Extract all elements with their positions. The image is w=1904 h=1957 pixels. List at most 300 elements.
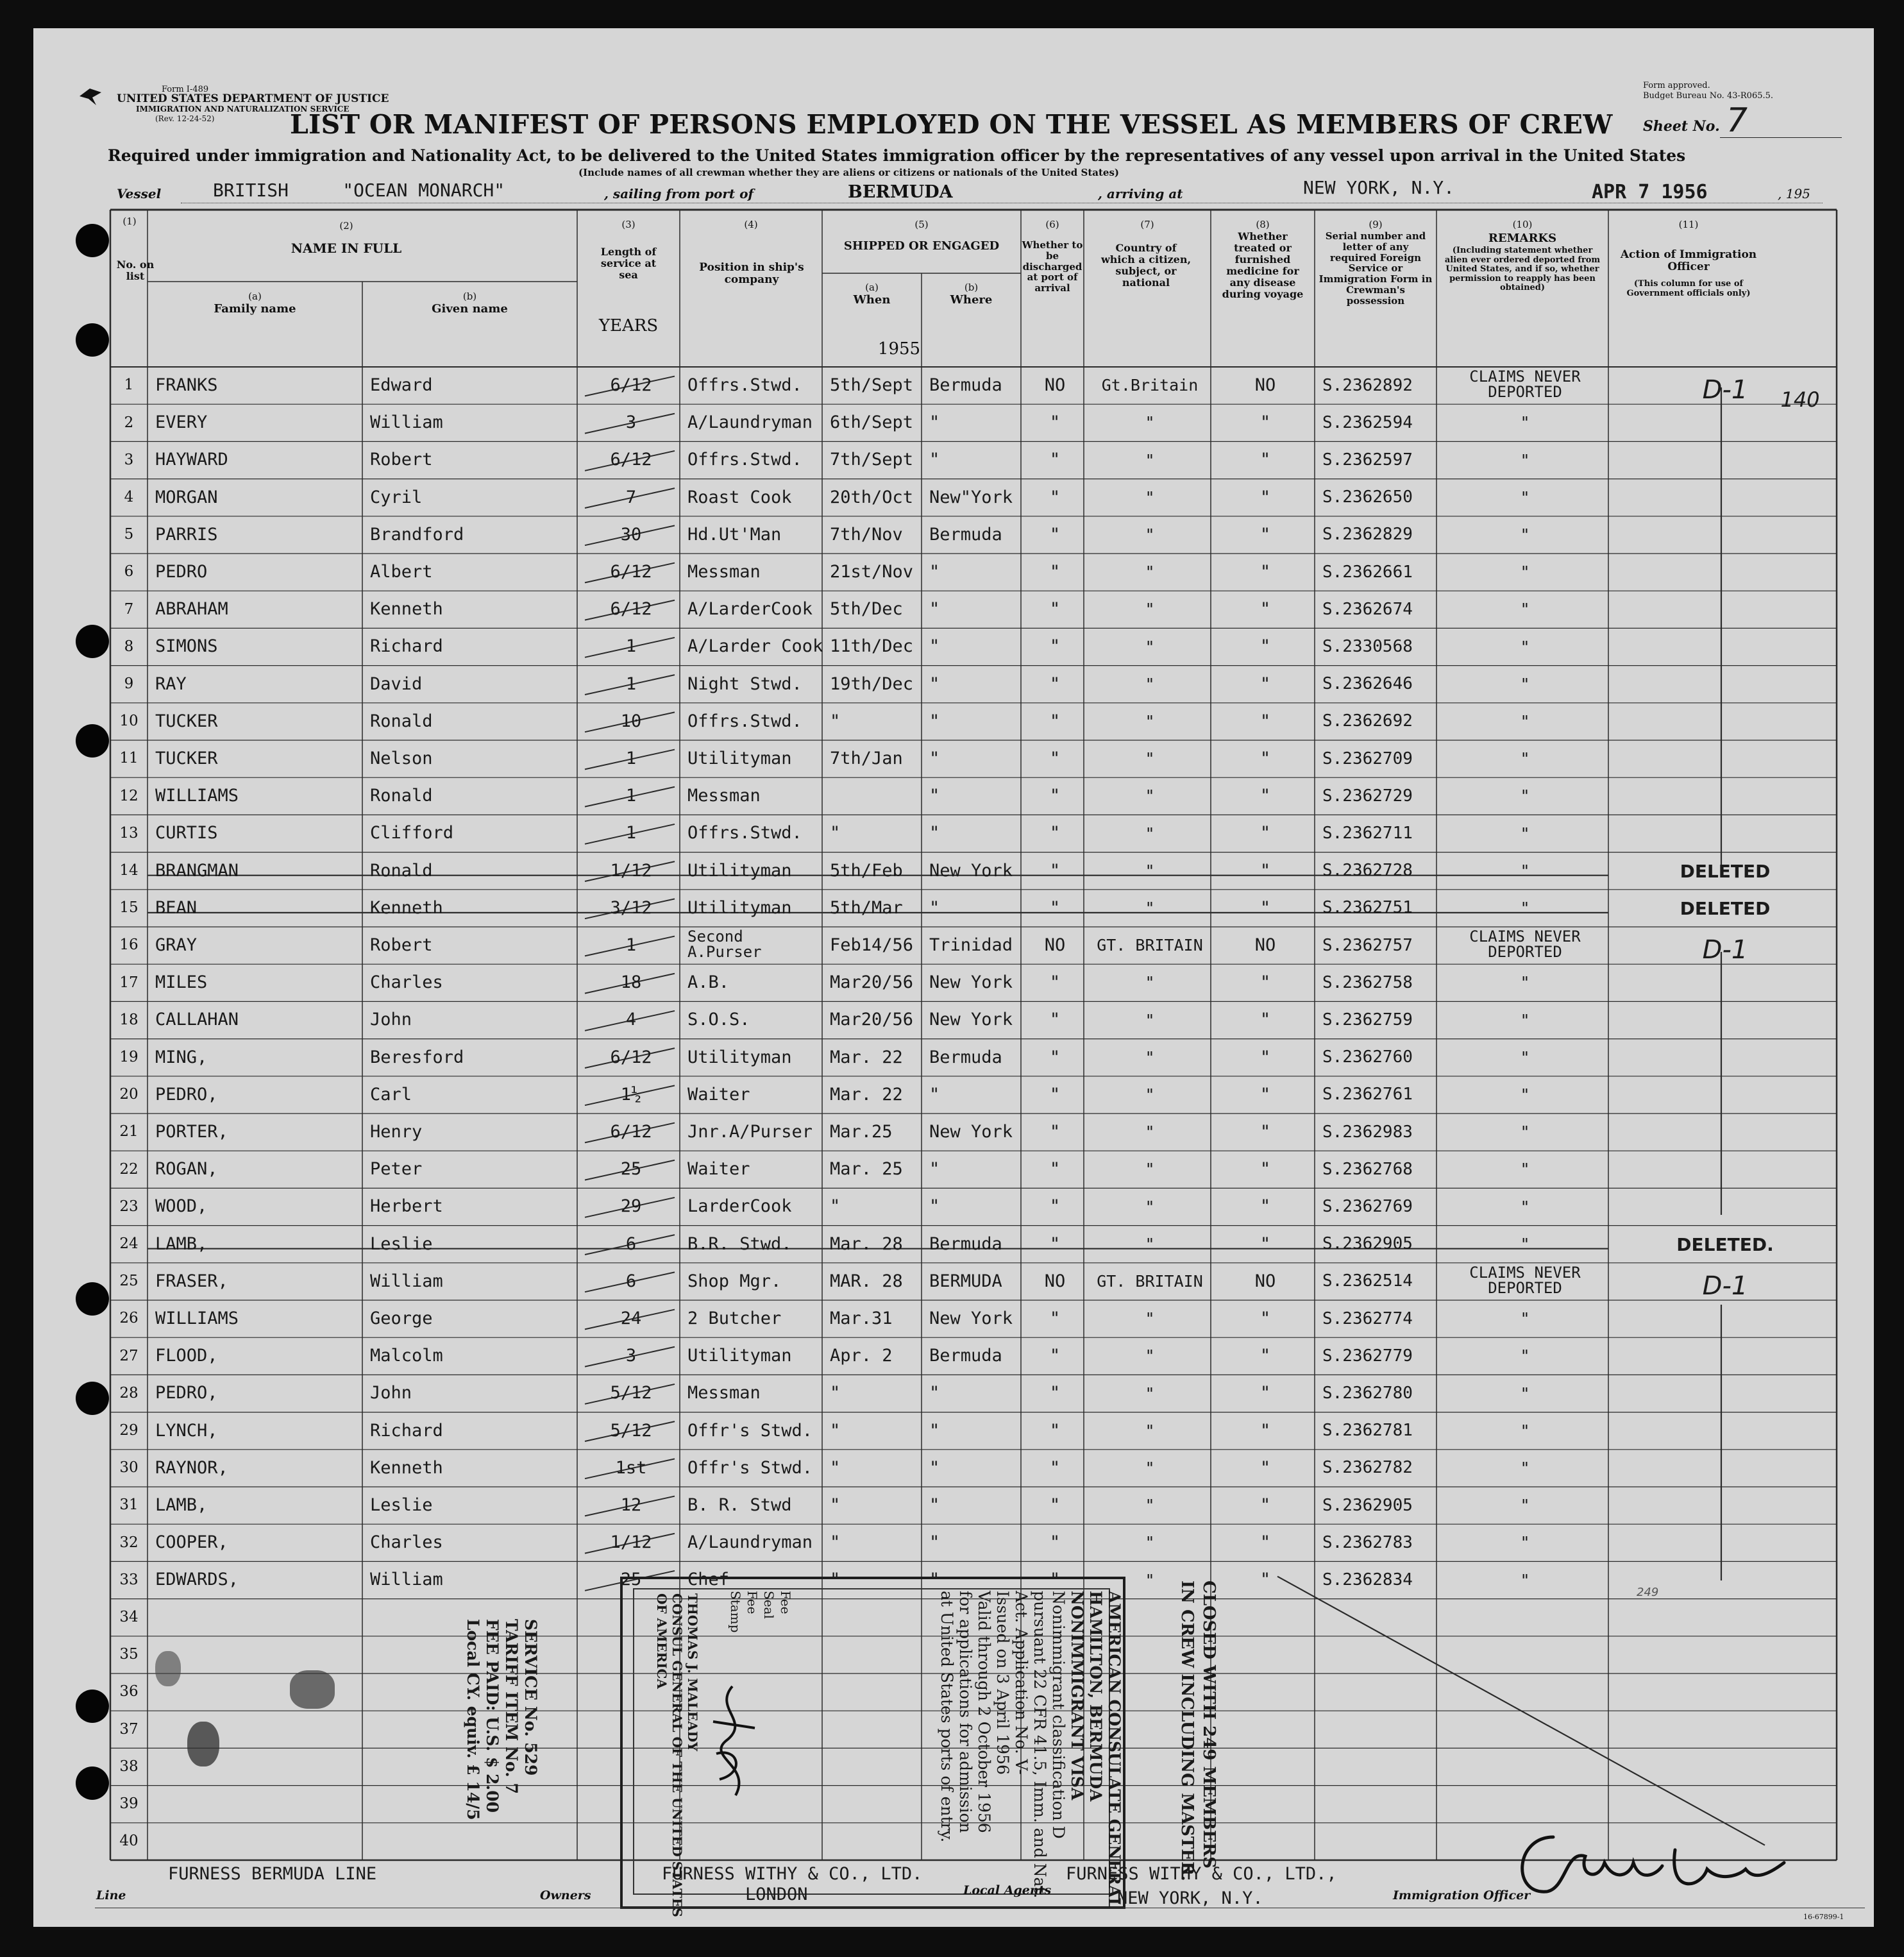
cell-when: 5th/Sept [830,375,914,395]
cell-given: Edward [370,375,433,395]
cell-disch: " [1049,1495,1061,1515]
cell-serial: S.2330568 [1322,636,1413,656]
margin-mark: 249 [1637,1586,1659,1599]
cell-action: DELETED [1680,897,1771,919]
sheet-label: Sheet No. [1643,118,1720,135]
cell-disch: " [1049,561,1061,582]
consul-signature-icon [700,1683,764,1799]
cell-remarks: " [1520,1197,1530,1216]
cell-serial: S.2362779 [1322,1346,1413,1366]
form-subtitle: Required under immigration and Nationality Act, to be delivered to the United States immigration officer by the representatives of any vessel upon arrival in the United States [108,146,1686,165]
cell-disch: NO [1044,375,1066,395]
cell-med: NO [1254,935,1276,955]
cell-country: " [1145,1496,1155,1515]
cell-when: Mar20/56 [830,1010,914,1030]
cell-country: Gt.Britain [1101,376,1199,395]
cell-service: 1 [625,823,637,843]
cell-service: 6 [625,1271,637,1291]
cell-n: 30 [119,1459,139,1477]
cell-remarks: " [1520,600,1530,619]
cell-service: 1 [625,748,637,768]
cell-remarks: " [1520,563,1530,582]
cell-where: " [929,1159,940,1180]
cell-n: 3 [124,451,134,468]
cell-n: 34 [119,1608,139,1625]
cell-remarks: " [1520,1496,1530,1515]
cell-given: Leslie [370,1495,433,1515]
cell-given: William [370,1570,443,1590]
cell-where: Bermuda [929,1346,1002,1366]
cell-disch: " [1049,860,1061,881]
cell-service: 3 [625,412,637,433]
cell-n: 4 [124,488,134,505]
cell-given: Richard [370,1420,443,1441]
department-name: UNITED STATES DEPARTMENT OF JUSTICE [117,92,389,105]
arriving-port: NEW YORK, N.Y. [1303,177,1455,198]
cell-where: " [929,412,940,433]
cell-disch: " [1049,487,1061,507]
cell-remarks: " [1520,450,1530,470]
cell-serial: S.2362769 [1322,1196,1413,1216]
cell-n: 26 [119,1310,139,1327]
cell-service: 6/12 [610,1121,652,1142]
cell-n: 27 [119,1347,139,1364]
cell-service: 1/12 [610,860,652,881]
cell-med: " [1260,711,1271,731]
col11-subheader: (This column for use of Government officials only) [1626,279,1751,298]
visa-fee-labels [727,1591,794,1632]
cell-when: " [830,1570,841,1590]
col9-number: (9) [1369,219,1383,230]
cell-family: PARRIS [155,524,218,545]
cell-action: D-1 [1702,935,1748,965]
cell-service: 4 [625,1010,637,1030]
col10-subheader: (Including statement whether alien ever ordered deported from United States, and if so, whether permission to reapply has been obtained) [1444,246,1601,293]
cell-position: Offrs.Stwd. [687,711,802,731]
col2a-header: Family name [214,302,296,316]
cell-service: 25 [620,1570,642,1590]
cell-med: " [1260,1570,1271,1590]
cell-position: Messman [687,1383,761,1403]
service-fee-stamp [463,1619,540,1820]
cell-country: GT. BRITAIN [1097,1271,1203,1291]
cell-where: " [929,823,940,843]
cell-n: 9 [124,675,134,692]
cell-serial: S.2362661 [1322,562,1413,582]
cell-action: DELETED [1680,860,1771,882]
manifest-sheet [33,28,1874,1927]
cell-med: " [1260,860,1271,881]
col11-header: Action of Immigration Officer [1620,248,1757,274]
col10-number: (10) [1512,219,1533,230]
cell-remarks: " [1520,1421,1530,1440]
cell-given: Kenneth [370,1457,443,1478]
cell-n: 6 [124,563,134,580]
col11-number: (11) [1678,219,1699,230]
cell-remarks: " [1520,749,1530,768]
cell-serial: S.2362783 [1322,1532,1413,1552]
cell-family: LAMB, [155,1233,208,1254]
cell-remarks: CLAIMS NEVER DEPORTED [1469,1263,1581,1297]
cell-when: 5th/Mar [830,897,903,918]
col2-header: NAME IN FULL [291,241,402,256]
cell-position: Offrs.Stwd. [687,375,802,395]
visa-application-no: Act. Application No. V- [1012,1591,1031,1775]
cell-family: PORTER, [155,1121,228,1142]
cell-med: " [1260,412,1271,433]
cell-country: " [1145,1160,1155,1179]
cell-disch: " [1049,1457,1061,1478]
cell-action: D-1 [1702,1271,1748,1301]
cell-country: " [1145,1010,1155,1029]
cell-where: " [929,1495,940,1515]
cell-given: Kenneth [370,599,443,620]
cell-country: " [1145,1346,1155,1366]
fee-label-2: Fee [745,1591,760,1614]
cell-where: " [929,1196,940,1217]
owners-name: FURNESS WITHY & CO., LTD. [662,1864,923,1884]
cell-serial: S.2362905 [1322,1234,1413,1254]
col5-header: SHIPPED OR ENGAGED [843,239,1000,253]
cell-disch: " [1049,786,1061,806]
cell-country: " [1145,413,1155,432]
visa-purpose: for applications for admission [956,1591,975,1833]
col10-header: REMARKS [1488,232,1557,245]
budget-bureau-number: Budget Bureau No. 43-R065.5. [1643,91,1774,101]
cell-remarks: " [1520,824,1530,843]
cell-when: " [830,1457,841,1478]
cell-where: " [929,897,940,918]
cell-country: " [1145,1123,1155,1142]
years-label: YEARS [598,316,659,335]
cell-given: John [370,1383,412,1403]
cell-family: PEDRO [155,561,208,582]
cell-n: 38 [119,1758,139,1775]
cell-med: " [1260,1532,1271,1553]
officer-label: Immigration Officer [1393,1888,1531,1902]
cell-med: " [1260,636,1271,657]
cell-serial: S.2362905 [1322,1495,1413,1515]
cell-remarks: " [1520,1085,1530,1104]
cell-serial: S.2362729 [1322,786,1413,806]
cell-med: " [1260,972,1271,993]
cell-serial: S.2362760 [1322,1047,1413,1067]
cell-remarks: CLAIMS NEVER DEPORTED [1469,368,1581,401]
cell-disch: " [1049,897,1061,918]
cell-where: New York [929,860,1013,881]
cell-where: BERMUDA [929,1271,1002,1291]
cell-n: 12 [119,787,139,804]
cell-service: 25 [620,1159,642,1180]
cell-where: " [929,748,940,768]
cell-family: CURTIS [155,823,218,843]
cell-where: New"York [929,487,1013,507]
cell-position: S.O.S. [687,1010,750,1030]
cell-family: BEAN [155,897,198,918]
cell-given: Brandford [370,524,464,545]
col4-header: Position in ship's company [699,261,804,287]
closed-including-master: IN CREW INCLUDING MASTER. [1177,1580,1197,1881]
cell-n: 29 [119,1421,139,1439]
cell-family: WOOD, [155,1196,208,1217]
cell-country: " [1145,786,1155,806]
cell-when: Feb14/56 [830,935,914,955]
cell-remarks: CLAIMS NEVER DEPORTED [1469,928,1581,961]
cell-position: A/Larder Cook [687,636,823,657]
cell-n: 14 [119,861,139,879]
cell-serial: S.2362758 [1322,972,1413,992]
cell-when: 21st/Nov [830,561,914,582]
cell-disch: " [1049,1346,1061,1366]
cell-remarks: " [1520,1160,1530,1179]
cell-country: " [1145,637,1155,656]
cell-where: Bermuda [929,1233,1002,1254]
cell-given: David [370,674,423,694]
cell-when: Apr. 2 [830,1346,893,1366]
cell-given: Robert [370,450,433,470]
cell-serial: S.2362892 [1322,375,1413,395]
cell-country: " [1145,1533,1155,1552]
cell-med: " [1260,748,1271,768]
cell-remarks: " [1520,711,1530,731]
cell-serial: S.2362757 [1322,935,1413,955]
cell-remarks: " [1520,637,1530,656]
cell-where: " [929,1420,940,1441]
cell-remarks: " [1520,898,1530,917]
cell-country: " [1145,861,1155,880]
cell-service: 1/12 [610,1532,652,1553]
cell-disch: " [1049,636,1061,657]
consulate-city: HAMILTON, BERMUDA [1086,1591,1105,1802]
cell-disch: " [1049,1196,1061,1217]
cell-service: 30 [620,524,642,545]
cell-disch: " [1049,1159,1061,1180]
closed-with-members: CLOSED WITH 249 MEMBERS [1199,1580,1218,1869]
cell-med: " [1260,524,1271,545]
cell-med: " [1260,599,1271,620]
cell-n: 8 [124,638,134,655]
cell-med: " [1260,1233,1271,1254]
cell-position: Waiter [687,1159,750,1180]
year-suffix: , 195 [1778,186,1810,201]
cell-country: " [1145,563,1155,582]
cell-where: New York [929,1121,1013,1142]
col2-number: (2) [339,220,353,232]
cell-country: " [1145,898,1155,917]
cell-when: Mar20/56 [830,972,914,993]
cell-family: WILLIAMS [155,1308,239,1328]
cell-family: LYNCH, [155,1420,218,1441]
cell-country: " [1145,711,1155,731]
cell-when: 19th/Dec [830,674,914,694]
cell-country: " [1145,1047,1155,1067]
consulate-name: AMERICAN CONSULATE GENERAL [1105,1591,1124,1909]
cell-service: 1 [625,674,637,694]
fee-label: Fee [778,1591,793,1614]
cell-country: " [1145,1234,1155,1253]
cell-when: Mar. 22 [830,1084,903,1105]
cell-serial: S.2362711 [1322,823,1413,843]
col2b-header: Given name [432,302,508,316]
cell-med: NO [1254,1271,1276,1291]
cell-country: GT. BRITAIN [1097,936,1203,955]
cell-n: 16 [119,936,139,954]
cell-n: 32 [119,1534,139,1551]
seal-label: Seal [761,1591,777,1619]
cell-med: " [1260,1159,1271,1180]
cell-where: New York [929,972,1013,993]
cell-service: 5/12 [610,1420,652,1441]
cell-where: " [929,711,940,731]
cell-disch: NO [1044,1271,1066,1291]
cell-disch: " [1049,1420,1061,1441]
cell-disch: " [1049,1383,1061,1403]
cell-action: DELETED. [1676,1233,1774,1255]
cell-where: " [929,1383,940,1403]
cell-given: Clifford [370,823,454,843]
cell-serial: S.2362782 [1322,1458,1413,1478]
stamp-label: Stamp [728,1591,743,1633]
cell-service: 3/12 [610,897,652,918]
cell-family: LAMB, [155,1495,208,1515]
cell-remarks: " [1520,1346,1530,1366]
cell-country: " [1145,1421,1155,1440]
ink-smudge [187,1722,219,1766]
consul-title-2: OF AMERICA [654,1593,670,1689]
cell-family: CALLAHAN [155,1010,239,1030]
cell-where: " [929,450,940,470]
cell-med: " [1260,1084,1271,1105]
cell-when: MAR. 28 [830,1271,903,1291]
cell-remarks: " [1520,973,1530,992]
cell-med: " [1260,1308,1271,1328]
cell-where: " [929,786,940,806]
cell-position: Utilityman [687,897,792,918]
cell-given: Beresford [370,1047,464,1067]
cell-disch: " [1049,748,1061,768]
cell-country: " [1145,525,1155,544]
visa-regulation: pursuant 22 CFR 41.5, Imm. and Nat. [1031,1591,1049,1899]
cell-position: Messman [687,561,761,582]
cell-n: 18 [119,1011,139,1028]
cell-n: 19 [119,1048,139,1065]
cell-position: Roast Cook [687,487,792,507]
visa-classification: Nonimmigrant classification D [1049,1591,1068,1839]
consul-title: CONSUL GENERAL OF THE UNITED STATES [670,1593,685,1917]
cell-remarks: " [1520,1047,1530,1067]
cell-action: D-1 [1702,375,1748,405]
cell-remarks: " [1520,1533,1530,1552]
cell-when: Mar. 25 [830,1159,903,1180]
cell-serial: S.2362594 [1322,412,1413,432]
cell-serial: S.2362829 [1322,525,1413,545]
cell-when: 7th/Nov [830,524,903,545]
cell-family: EVERY [155,412,208,433]
cell-given: Richard [370,636,443,657]
cell-family: ABRAHAM [155,599,228,620]
cell-given: John [370,1010,412,1030]
revision-date: (Rev. 12-24-52) [155,114,215,123]
cell-family: TUCKER [155,711,218,731]
cell-where: Bermuda [929,375,1002,395]
cell-country: " [1145,600,1155,619]
cell-given: Malcolm [370,1346,443,1366]
service-number: SERVICE No. 529 [521,1619,540,1776]
cell-position: Utilityman [687,1047,792,1067]
cell-given: Charles [370,972,443,993]
cell-disch: " [1049,972,1061,993]
cell-position: Utilityman [687,748,792,768]
cell-family: PEDRO, [155,1383,218,1403]
cell-when: 5th/Dec [830,599,903,620]
cell-n: 2 [124,414,134,431]
cell-given: William [370,412,443,433]
cell-country: " [1145,1570,1155,1589]
cell-serial: S.2362768 [1322,1159,1413,1179]
cell-service: 12 [620,1495,642,1515]
col8-header: Whether treated or furnished medicine for any disease during voyage [1222,230,1304,300]
agents-city: NEW YORK, N.Y. [1117,1888,1263,1908]
cell-serial: S.2362646 [1322,674,1413,694]
cell-when: 6th/Sept [830,412,914,433]
cell-given: Peter [370,1159,423,1180]
cell-serial: S.2362597 [1322,450,1413,470]
cell-disch: " [1049,450,1061,470]
local-currency: Local CY. equiv. £ 14/5 [464,1619,482,1820]
visa-ports: at United States ports of entry. [938,1591,956,1843]
cell-disch: NO [1044,935,1066,955]
cell-position: Utilityman [687,1346,792,1366]
cell-given: Kenneth [370,897,443,918]
cell-med: " [1260,450,1271,470]
cell-country: " [1145,1197,1155,1216]
cell-given: Leslie [370,1233,433,1254]
cell-position: Offrs.Stwd. [687,823,802,843]
cell-when: 20th/Oct [830,487,914,507]
cell-remarks: " [1520,1384,1530,1403]
cell-n: 7 [124,600,134,618]
cell-med: " [1260,561,1271,582]
cell-when: " [830,823,841,843]
cell-service: 6/12 [610,375,652,395]
cell-country: " [1145,1309,1155,1328]
cell-given: William [370,1271,443,1291]
cell-service: 1 [625,786,637,806]
cell-given: Ronald [370,786,433,806]
cell-med: " [1260,786,1271,806]
col4-number: (4) [744,219,758,230]
cell-family: FRANKS [155,375,218,395]
cell-country: " [1145,824,1155,843]
sailing-port: BERMUDA [848,182,953,202]
cell-n: 5 [124,526,134,543]
cell-n: 21 [119,1123,139,1140]
cell-position: Utilityman [687,860,792,881]
cell-position: LarderCook [687,1196,792,1217]
cell-position: Jnr.A/Purser [687,1121,813,1142]
cell-family: BRANGMAN [155,860,239,881]
cell-when: 7th/Jan [830,748,903,768]
cell-position: Offr's Stwd. [687,1420,813,1441]
col5b-number: (b) [964,282,979,293]
cell-position: Chef [687,1570,730,1590]
cell-n: 15 [119,899,139,917]
cell-given: Herbert [370,1196,443,1217]
year-1955: 1955 [877,339,921,359]
col6-number: (6) [1045,219,1059,230]
cell-disch: " [1049,823,1061,843]
cell-n: 25 [119,1273,139,1290]
